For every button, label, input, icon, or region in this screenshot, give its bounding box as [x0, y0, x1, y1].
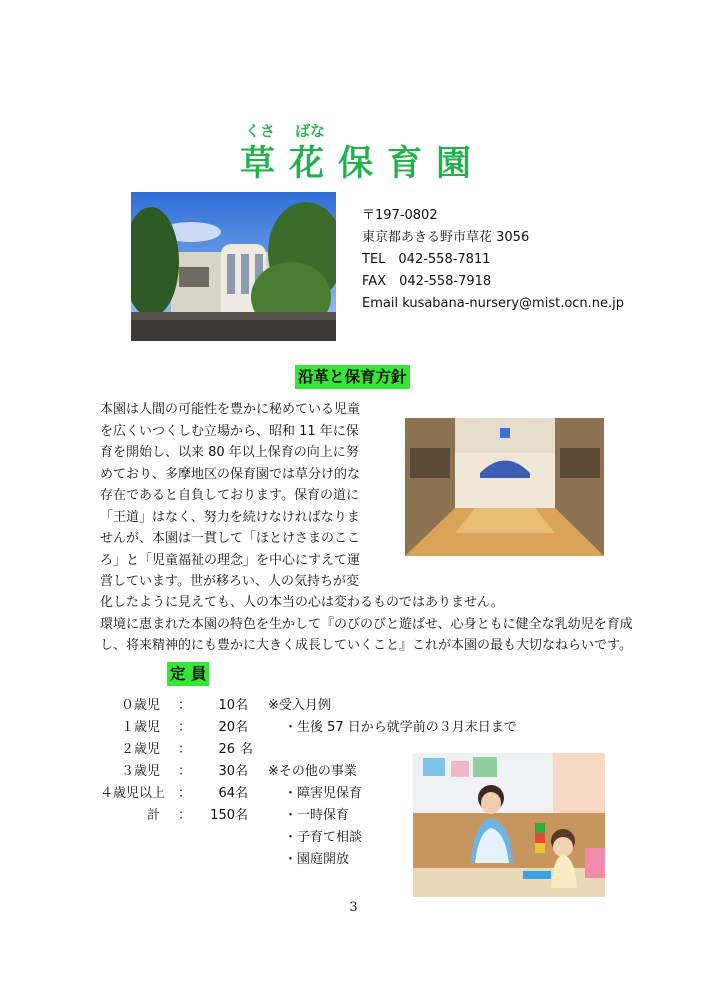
note-item: ・子育て相談	[284, 830, 363, 845]
count: 20	[218, 720, 235, 735]
text-line: めており、多摩地区の保育園では草分け的な	[100, 466, 361, 482]
capacity-row	[100, 739, 260, 761]
text-line: を広くいつくしむ立場から、昭和 11 年に保	[100, 423, 359, 439]
address: 東京都あきる野市草花 3056	[362, 230, 530, 245]
count: 26	[218, 742, 235, 757]
ruby-bana: ばな	[295, 122, 326, 140]
page-number: 3	[349, 900, 358, 915]
colon: ：	[178, 786, 192, 801]
capacity-table	[100, 695, 260, 827]
capacity-total-row	[100, 805, 260, 827]
note-item: ・生後 57 日から就学前の３月末日まで	[284, 720, 517, 735]
postal-code: 〒197-0802	[362, 208, 438, 223]
text-line: 「王道」はなく、努力を続けなければなりま	[100, 509, 360, 525]
history-text-narrow	[100, 399, 364, 593]
age-label: ０歳児	[120, 698, 160, 713]
page-title: 草花保育園	[240, 144, 486, 184]
age-label: ２歳児	[120, 742, 160, 757]
age-label: ３歳児	[120, 764, 160, 779]
unit: 名	[235, 698, 249, 713]
unit: 名	[235, 720, 249, 735]
text-line: 化したように見えても、人の本当の心は変わるものではありません。	[100, 595, 504, 610]
text-line: 営しています。世が移ろい、人の気持ちが変	[100, 574, 359, 589]
unit: 名	[235, 764, 249, 779]
text-line: ろ」と「児童福祉の理念」を中心にすえて運	[100, 552, 361, 568]
text-line: 存在であると自負しております。保育の道に	[100, 488, 359, 503]
unit: 名	[235, 786, 249, 801]
text-line: し、将来精神的にも豊かに大きく成長していくこと』これが本園の最も大切なねらいです。	[100, 638, 632, 653]
note-item: ・障害児保育	[284, 786, 363, 801]
colon: ：	[178, 720, 192, 735]
note-item: ・園庭開放	[284, 852, 350, 867]
count: 64	[218, 786, 235, 801]
ruby-kusa: くさ	[245, 122, 276, 140]
capacity-heading: 定 員	[167, 662, 209, 686]
unit: 名	[240, 742, 254, 757]
colon: ：	[178, 764, 192, 779]
capacity-row	[100, 695, 260, 717]
note-heading-age: ※受入月例	[268, 698, 331, 713]
text-line: 環境に恵まれた本園の特色を生かして『のびのびと遊ばせ、心身ともに健全な乳幼児を育成	[100, 616, 633, 632]
count: 10	[218, 698, 235, 713]
note-heading-other: ※その他の事業	[268, 764, 357, 779]
text-line: 本園は人間の可能性を豊かに秘めている児童	[100, 402, 361, 417]
building-exterior-photo	[131, 192, 336, 341]
text-line: 育を開始し、以来 80 年以上保育の向上に努	[100, 445, 359, 460]
count: 150	[210, 808, 235, 823]
history-heading: 沿革と保育方針	[295, 365, 410, 389]
nursery-room-photo	[413, 753, 605, 897]
capacity-row	[100, 761, 260, 783]
email[interactable]: Email kusabana-nursery@mist.ocn.ne.jp	[362, 296, 625, 311]
fax: FAX 042-558-7918	[362, 274, 492, 289]
colon: ：	[178, 698, 192, 713]
tel: TEL 042-558-7811	[362, 252, 491, 267]
history-text-wide	[100, 592, 640, 657]
contact-info	[362, 205, 682, 315]
unit: 名	[235, 808, 249, 823]
capacity-row	[100, 783, 260, 805]
text-line: せんが、本園は一貫して「ほとけさまのここ	[100, 531, 361, 546]
age-label: ４歳児以上	[100, 786, 166, 801]
hall-interior-photo	[405, 418, 604, 556]
count: 30	[218, 764, 235, 779]
capacity-row	[100, 717, 260, 739]
total-label: 計	[146, 808, 160, 823]
note-item: ・一時保育	[284, 808, 350, 823]
age-label: １歳児	[120, 720, 160, 735]
colon: ：	[178, 742, 192, 757]
colon: ：	[178, 808, 192, 823]
